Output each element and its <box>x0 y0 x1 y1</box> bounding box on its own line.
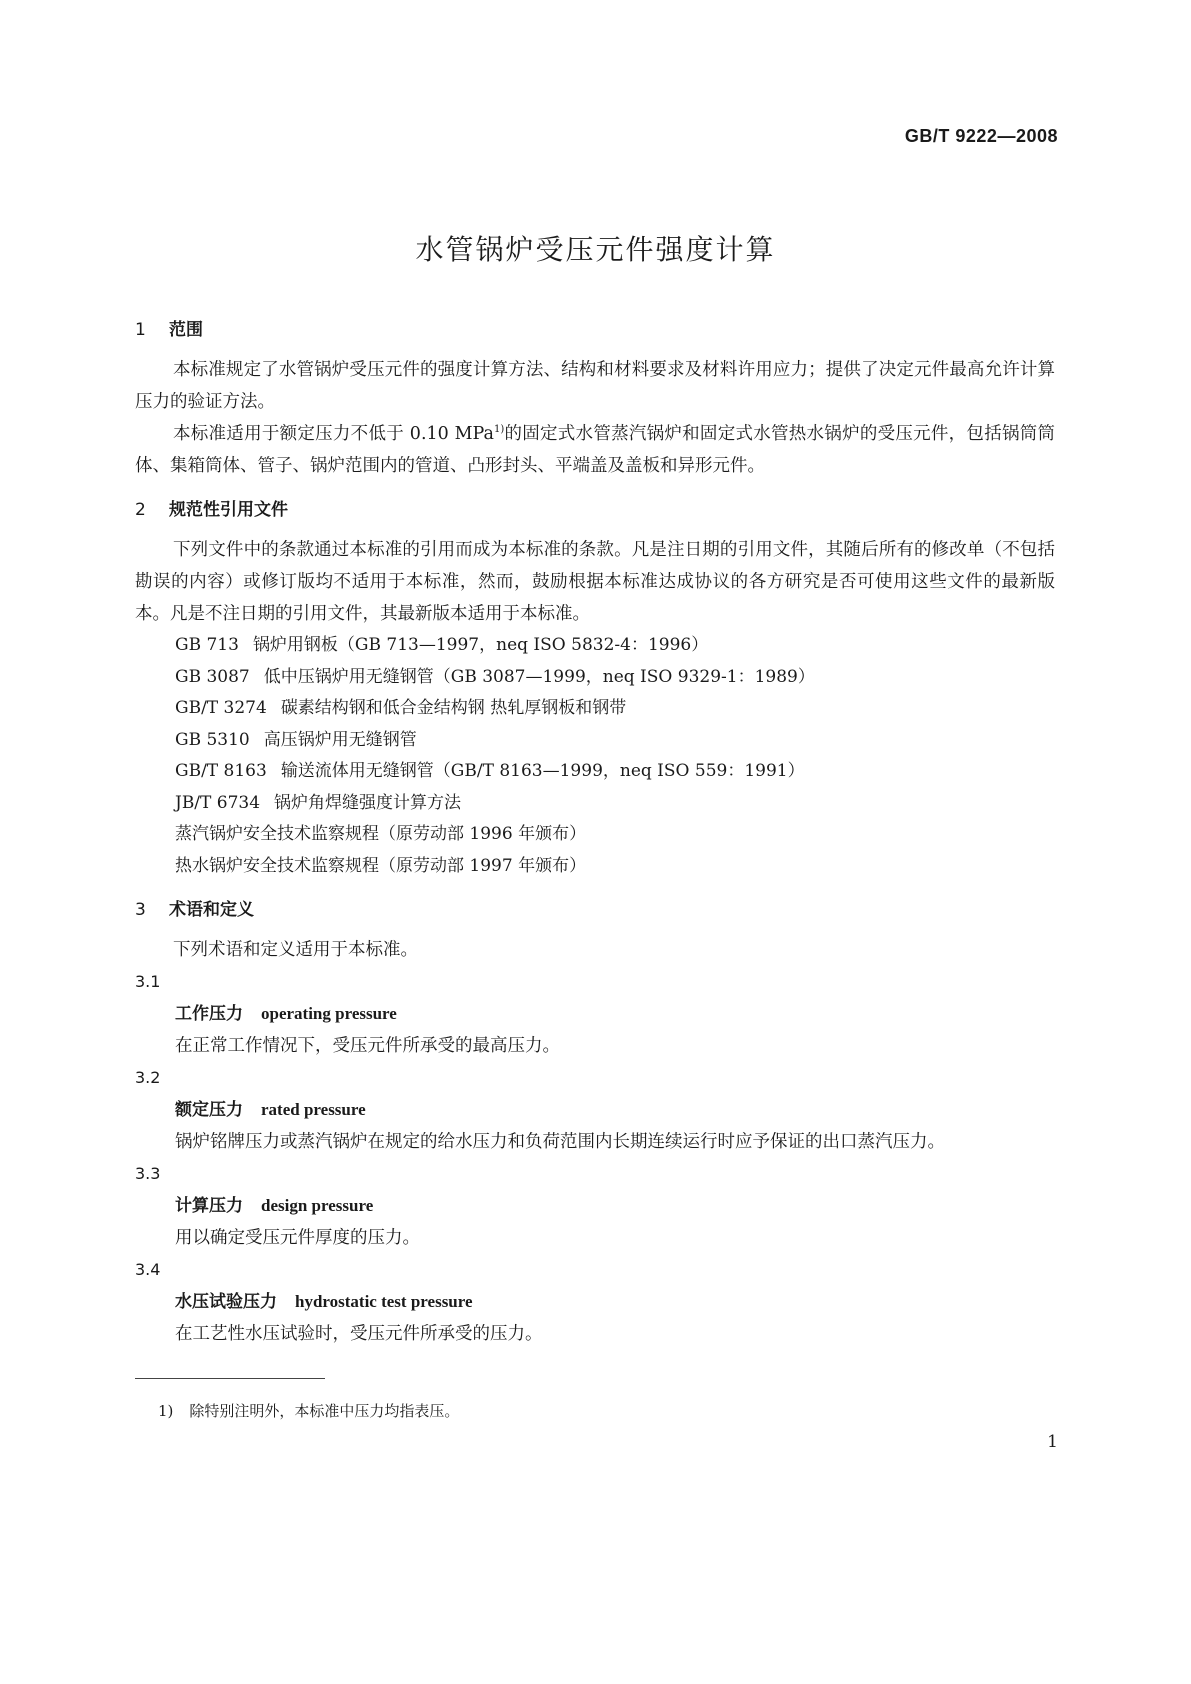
reference-list <box>135 630 1055 882</box>
document-title: 水管锅炉受压元件强度计算 <box>415 233 776 266</box>
term-definition: 锅炉铭牌压力或蒸汽锅炉在规定的给水压力和负荷范围内长期连续运行时应予保证的出口蒸汽压力。 <box>175 1132 945 1152</box>
references-intro: 下列文件中的条款通过本标准的引用而成为本标准的条款。凡是注日期的引用文件，其随后所有的修改单（不包括勘误的内容）或修订版均不适用于本标准，然而，鼓励根据本标准达成协议的各方研究是否可使用这些文件的最新版本。凡是不注日期的引用文件，其最新版本适用于本标准。 <box>135 540 1055 624</box>
term-number: 3.2 <box>135 1068 161 1087</box>
reference-item: GB 713 锅炉用钢板（GB 713—1997，neq ISO 5832-4：1996） <box>175 635 709 655</box>
term-heading: 额定压力 rated pressure <box>175 1100 366 1120</box>
reference-item: GB 5310 高压锅炉用无缝钢管 <box>175 729 417 750</box>
section-number: 2 <box>135 500 146 520</box>
footnote-divider <box>135 1378 325 1379</box>
section-heading-normative-references <box>135 500 1055 520</box>
reference-item: GB/T 3274 碳素结构钢和低合金结构钢 热轧厚钢板和钢带 <box>175 698 627 718</box>
scope-paragraph-2: 本标准适用于额定压力不低于 0.10 MPa$^{1)}$的固定式水管蒸汽锅炉和固定式水管热水锅炉的受压元件，包括锅筒筒体、集箱筒体、管子、锅炉范围内的管道、凸形封头、平端盖及盖板和异形元件。 <box>135 424 1056 476</box>
section-heading-terms <box>135 900 1055 920</box>
term-entry <box>135 1254 1055 1350</box>
terms-intro: 下列术语和定义适用于本标准。 <box>173 940 418 960</box>
reference-item: GB 3087 低中压锅炉用无缝钢管（GB 3087—1999，neq ISO 9329-1：1989） <box>175 666 815 687</box>
term-heading: 工作压力 operating pressure <box>175 1004 397 1024</box>
section-title: 规范性引用文件 <box>169 500 288 520</box>
section-number: 1 <box>135 320 146 340</box>
term-entry <box>135 1158 1055 1254</box>
reference-item: 蒸汽锅炉安全技术监察规程（原劳动部 1996 年颁布） <box>175 824 587 844</box>
document-body <box>135 320 1055 1350</box>
term-heading: 水压试验压力 hydrostatic test pressure <box>175 1292 473 1312</box>
page-number: 1 <box>1047 1432 1058 1452</box>
scope-paragraph-1: 本标准规定了水管锅炉受压元件的强度计算方法、结构和材料要求及材料许用应力；提供了决定元件最高允许计算压力的验证方法。 <box>135 360 1055 412</box>
term-entry <box>135 966 1055 1062</box>
reference-item: GB/T 8163 输送流体用无缝钢管（GB/T 8163—1999，neq ISO 559：1991） <box>175 761 805 781</box>
section-title: 术语和定义 <box>169 900 254 920</box>
footnote <box>158 1400 459 1421</box>
footnote-mark: 1) <box>158 1402 174 1420</box>
term-definition: 在正常工作情况下，受压元件所承受的最高压力。 <box>175 1036 560 1056</box>
footnote-text: 除特别注明外，本标准中压力均指表压。 <box>189 1402 460 1420</box>
term-heading: 计算压力 design pressure <box>175 1196 374 1216</box>
reference-item: 热水锅炉安全技术监察规程（原劳动部 1997 年颁布） <box>175 855 587 876</box>
section-title: 范围 <box>169 320 203 340</box>
section-number: 3 <box>135 900 146 920</box>
term-definition: 用以确定受压元件厚度的压力。 <box>175 1228 420 1248</box>
section-heading-scope <box>135 320 1055 340</box>
footnote-reference: 1) <box>493 424 505 436</box>
term-number: 3.1 <box>135 972 161 991</box>
term-number: 3.4 <box>135 1260 161 1279</box>
term-definition: 在工艺性水压试验时，受压元件所承受的压力。 <box>175 1324 543 1344</box>
term-number: 3.3 <box>135 1164 161 1183</box>
reference-item: JB/T 6734 锅炉角焊缝强度计算方法 <box>175 792 462 813</box>
standard-code: GB/T 9222—2008 <box>904 126 1058 146</box>
term-entry <box>135 1062 1055 1158</box>
